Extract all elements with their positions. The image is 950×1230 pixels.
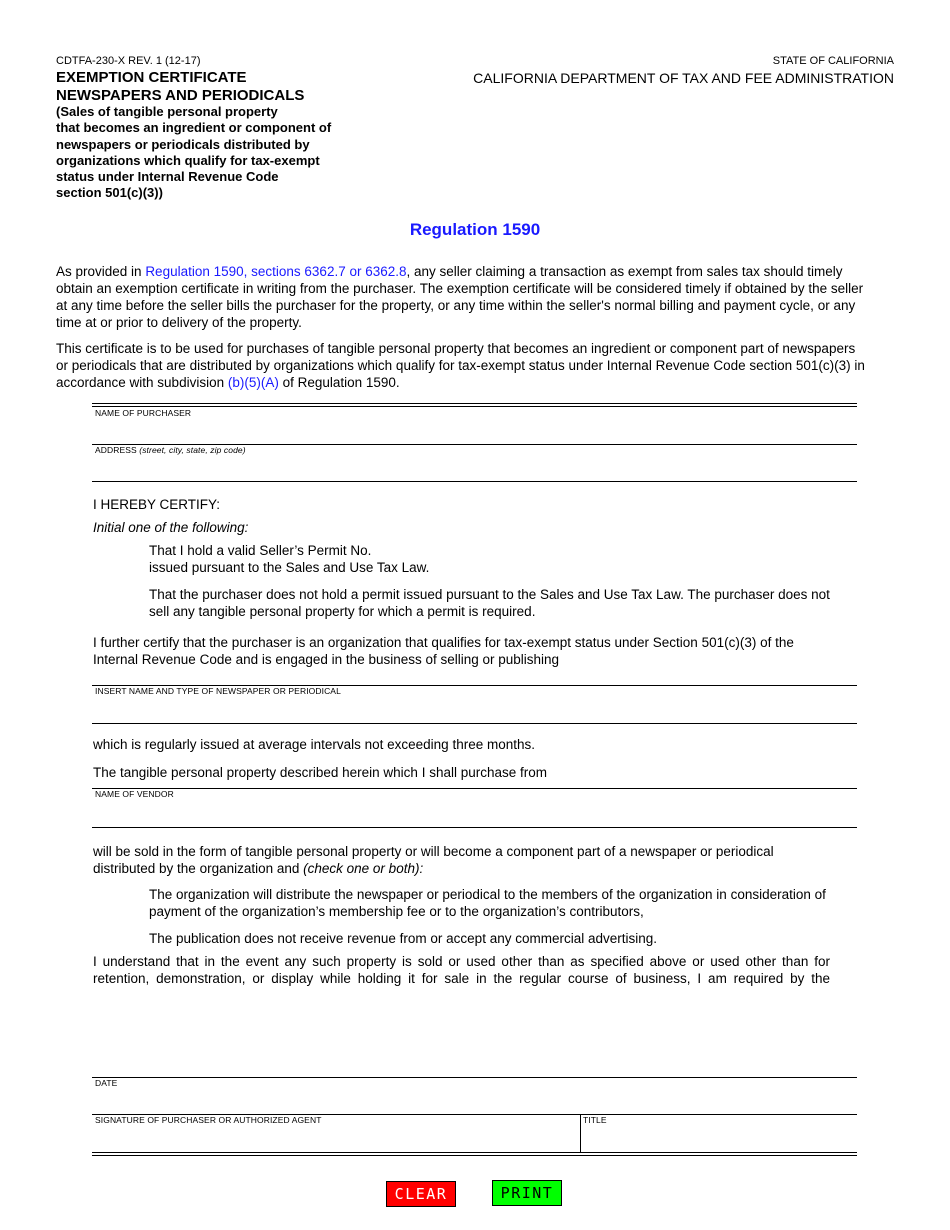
clear-button[interactable]: CLEAR (386, 1181, 456, 1207)
understand-line: I understand that in the event any such property is sold or used other than as specified above or used other than for (93, 954, 830, 969)
check1-text (149, 886, 857, 920)
subtitle-line: section 501(c)(3)) (56, 185, 163, 201)
date-label: DATE (95, 1078, 118, 1088)
address-label (95, 445, 246, 455)
agency-name: CALIFORNIA DEPARTMENT OF TAX AND FEE ADMINISTRATION (473, 70, 894, 86)
further-line: I further certify that the purchaser is an organization that qualifies for tax-exempt status under Section 501(c)(3) of the (93, 635, 794, 650)
field-rule (92, 788, 857, 789)
option1-line: issued pursuant to the Sales and Use Tax Law. (149, 560, 430, 575)
newspaper-label: INSERT NAME AND TYPE OF NEWSPAPER OR PERIODICAL (95, 686, 341, 696)
subtitle-line: (Sales of tangible personal property (56, 104, 278, 119)
subtitle-line: organizations which qualify for tax-exempt (56, 152, 320, 168)
check1-line: payment of the organization’s membership fee or to the organization’s contributors, (149, 904, 644, 919)
intro-line: obtain an exemption certificate in writing from the purchaser. The exemption certificate will be considered timely if obtained by the seller (56, 281, 864, 296)
option2-initial-input[interactable] (95, 585, 147, 605)
signature-label: SIGNATURE OF PURCHASER OR AUTHORIZED AGENT (95, 1115, 322, 1125)
newspaper-input[interactable] (95, 698, 859, 722)
option2-line: sell any tangible personal property for which a permit is required. (149, 604, 536, 619)
sold-line: distributed by the organization and (93, 861, 304, 876)
address-input[interactable] (95, 457, 859, 481)
intro-line: or periodicals that are distributed by organizations which qualify for tax-exempt status under Internal Revenue Code section 501(c)(3) in (56, 358, 865, 373)
date-input[interactable] (95, 1090, 859, 1114)
address-hint: (street, city, state, zip code) (139, 445, 246, 455)
option2-text (149, 586, 830, 620)
sold-line: will be sold in the form of tangible personal property or will become a component part of a newspaper or periodical (93, 844, 774, 859)
further-line: Internal Revenue Code and is engaged in the business of selling or publishing (93, 652, 560, 667)
intro-paragraph-2 (56, 340, 896, 391)
check2-text: The publication does not receive revenue from or accept any commercial advertising. (149, 931, 658, 946)
field-divider (580, 1114, 581, 1152)
subtitle-line: status under Internal Revenue Code (56, 169, 279, 185)
field-rule (92, 827, 857, 828)
sold-form-text (93, 843, 774, 877)
signature-input[interactable] (95, 1127, 579, 1151)
bottom-rule (92, 1155, 857, 1156)
option2-line: That the purchaser does not hold a permit issued pursuant to the Sales and Use Tax Law. The purchaser does not (149, 587, 830, 602)
tangible-text: The tangible personal property described herein which I shall purchase from (93, 765, 547, 780)
intro-line: time at or prior to delivery of the property. (56, 315, 302, 330)
intro-text: , any seller claiming a transaction as exempt from sales tax should timely (406, 264, 843, 279)
intro-text: As provided in (56, 264, 146, 279)
further-certify-text (93, 634, 794, 668)
certify-heading: I HEREBY CERTIFY: (93, 497, 221, 512)
print-button[interactable]: PRINT (492, 1180, 562, 1206)
check-one-or-both: (check one or both): (303, 861, 424, 876)
name-of-purchaser-label: NAME OF PURCHASER (95, 408, 192, 418)
form-title-line1: EXEMPTION CERTIFICATE (56, 69, 247, 86)
intro-line: at any time before the seller bills the purchaser for the property, or any time within the seller's normal billing and payment cycle, or any (56, 298, 856, 313)
subtitle-line: newspapers or periodicals distributed by (56, 136, 310, 152)
intro-text: accordance with subdivision (56, 375, 228, 390)
regulation-sections-link[interactable]: Regulation 1590, sections 6362.7 or 6362.8 (145, 264, 407, 279)
sellers-permit-input[interactable] (386, 541, 590, 561)
certify-instruction: Initial one of the following: (93, 520, 249, 535)
intro-line: This certificate is to be used for purchases of tangible personal property that becomes an ingredient or component part of newspapers (56, 341, 856, 356)
check1-line: The organization will distribute the newspaper or periodical to the members of the organization in consideration of (149, 887, 826, 902)
field-rule (92, 481, 857, 482)
field-rule (92, 1077, 857, 1078)
title-label: TITLE (583, 1115, 607, 1125)
bottom-rule (92, 1152, 857, 1153)
subtitle-line: that becomes an ingredient or component of (56, 120, 332, 136)
intro-text: of Regulation 1590. (278, 375, 400, 390)
subdivision-link[interactable]: (b)(5)(A) (227, 375, 279, 390)
name-of-purchaser-input[interactable] (95, 420, 859, 444)
vendor-input[interactable] (95, 801, 859, 825)
top-rule (92, 403, 857, 404)
vendor-label: NAME OF VENDOR (95, 789, 174, 799)
intro-paragraph-1 (56, 263, 896, 331)
option1-line: That I hold a valid Seller’s Permit No. (149, 543, 372, 558)
option1-initial-input[interactable] (95, 541, 147, 561)
regular-interval-text: which is regularly issued at average intervals not exceeding three months. (93, 737, 535, 752)
title-input[interactable] (584, 1127, 858, 1151)
top-rule (92, 406, 857, 407)
address-label-text: ADDRESS (95, 445, 137, 455)
understand-line: retention, demonstration, or display while holding it for sale in the regular course of business, I am required by the (93, 971, 830, 986)
property-description-input[interactable] (95, 1006, 859, 1076)
field-rule (92, 723, 857, 724)
regulation-title: Regulation 1590 (409, 220, 541, 239)
understand-text (93, 953, 830, 987)
form-id: CDTFA-230-X REV. 1 (12-17) (56, 55, 201, 67)
form-title (56, 69, 304, 105)
form-title-line2: NEWSPAPERS AND PERIODICALS (56, 87, 305, 104)
form-subtitle (56, 104, 331, 202)
state-name: STATE OF CALIFORNIA (772, 55, 894, 67)
